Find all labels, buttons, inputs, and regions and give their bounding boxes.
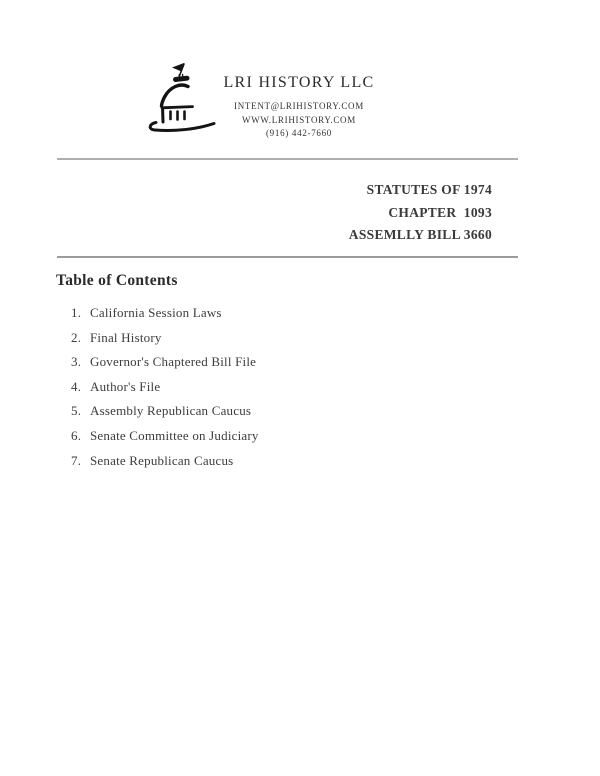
toc-item bbox=[71, 428, 259, 453]
statute-reference-block bbox=[349, 179, 492, 247]
toc-item-label: Senate Republican Caucus bbox=[90, 452, 234, 468]
divider-header bbox=[57, 158, 518, 160]
toc-item-label: Governor's Chaptered Bill File bbox=[90, 354, 257, 370]
company-website: WWW.LRIHISTORY.COM bbox=[242, 114, 356, 125]
toc-item-number: 1. bbox=[71, 305, 82, 320]
toc-item bbox=[71, 403, 259, 428]
toc-item-number: 7. bbox=[71, 452, 82, 468]
chapter-line: CHAPTER 1093 bbox=[388, 204, 492, 220]
toc-item-label: Assembly Republican Caucus bbox=[90, 403, 252, 419]
toc-item-label: Senate Committee on Judiciary bbox=[90, 427, 259, 443]
toc-item bbox=[71, 330, 259, 355]
statutes-line: STATUTES OF 1974 bbox=[366, 182, 492, 197]
toc-title: Table of Contents bbox=[56, 272, 178, 289]
divider-reference bbox=[57, 256, 518, 258]
toc-item bbox=[71, 354, 259, 379]
toc-item-number: 4. bbox=[71, 378, 82, 394]
toc-item bbox=[71, 305, 259, 330]
toc-item-number: 3. bbox=[71, 354, 82, 370]
toc-item-number: 5. bbox=[71, 403, 82, 419]
toc-item-label: Author's File bbox=[90, 378, 161, 394]
company-phone: (916) 442-7660 bbox=[265, 128, 333, 138]
toc-item-number: 6. bbox=[71, 427, 82, 443]
toc-item-number: 2. bbox=[71, 329, 82, 345]
company-email: INTENT@LRIHISTORY.COM bbox=[234, 101, 364, 111]
toc-item bbox=[71, 453, 259, 478]
toc-item-label: Final History bbox=[90, 329, 162, 345]
company-name: LRI HISTORY LLC bbox=[223, 74, 375, 91]
toc-item-label: California Session Laws bbox=[90, 305, 222, 320]
toc-item bbox=[71, 379, 259, 404]
toc-list bbox=[71, 305, 259, 477]
assembly-bill-line: ASSEMLLY BILL 3660 bbox=[348, 227, 492, 242]
letterhead bbox=[149, 74, 449, 141]
